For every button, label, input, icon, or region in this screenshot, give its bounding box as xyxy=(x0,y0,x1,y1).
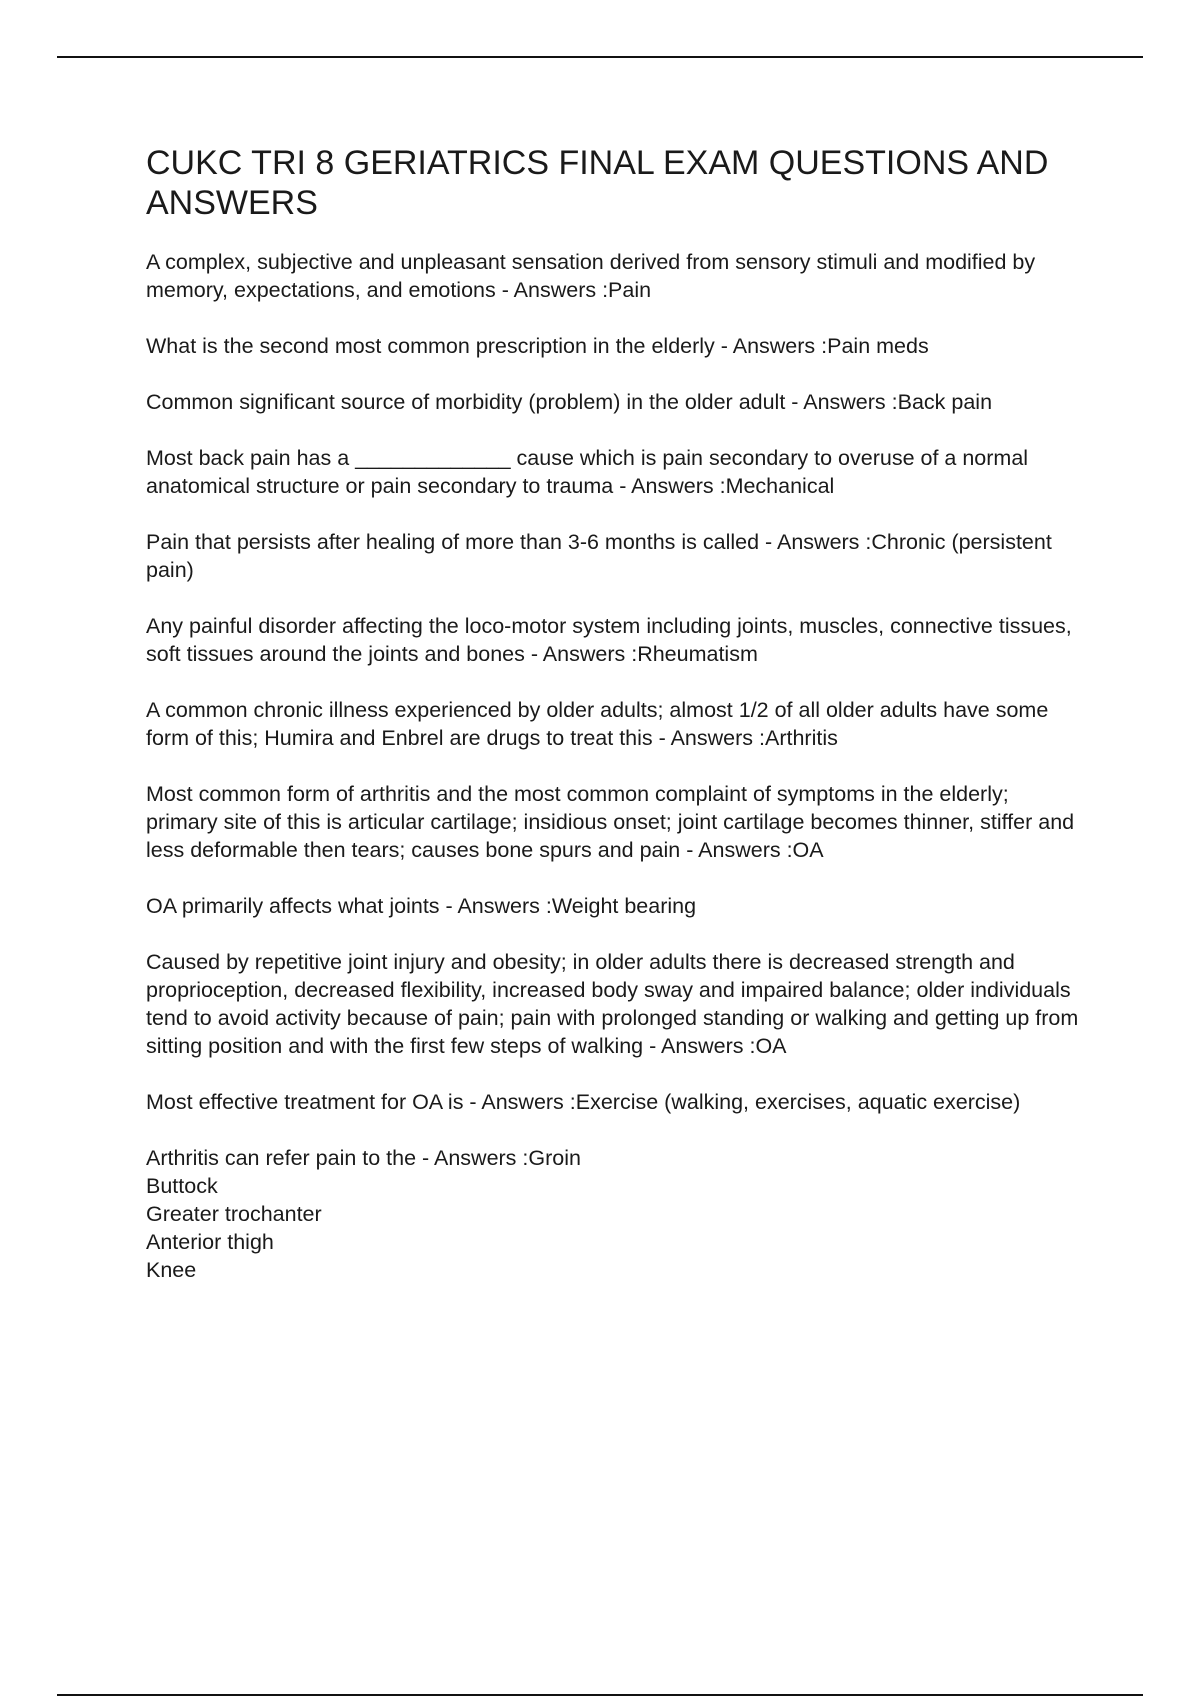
qa-item: What is the second most common prescription in the elderly - Answers :Pain meds xyxy=(146,334,929,358)
qa-item: Common significant source of morbidity (problem) in the older adult - Answers :Back pain xyxy=(146,390,993,414)
qa-item: Most effective treatment for OA is - Answers :Exercise (walking, exercises, aquatic exercise) xyxy=(146,1090,1021,1114)
qa-item: Arthritis can refer pain to the - Answers :Groin Buttock Greater trochanter Anterior thigh Knee xyxy=(146,1146,581,1282)
qa-item: Most back pain has a _____________ cause which is pain secondary to overuse of a normal anatomical structure or pain secondary to trauma - Answers :Mechanical xyxy=(146,446,1029,498)
qa-item: A common chronic illness experienced by older adults; almost 1/2 of all older adults have some form of this; Humira and Enbrel are drugs to treat this - Answers :Arthritis xyxy=(146,698,1049,750)
document-title: CUKC TRI 8 GERIATRICS FINAL EXAM QUESTIONS AND ANSWERS xyxy=(146,144,1049,222)
qa-item: OA primarily affects what joints - Answers :Weight bearing xyxy=(146,894,697,918)
qa-item: A complex, subjective and unpleasant sensation derived from sensory stimuli and modified by memory, expectations, and emotions - Answers :Pain xyxy=(146,250,1036,302)
qa-item: Pain that persists after healing of more than 3-6 months is called - Answers :Chronic (persistent pain) xyxy=(146,530,1052,582)
document-body xyxy=(146,143,1086,1312)
qa-item: Most common form of arthritis and the most common complaint of symptoms in the elderly; primary site of this is articular cartilage; insidious onset; joint cartilage becomes thinner, stiffer and less deformable then tears; causes bone spurs and pain - Answers :OA xyxy=(146,782,1075,862)
bottom-rule xyxy=(57,1694,1143,1696)
qa-item: Any painful disorder affecting the loco-motor system including joints, muscles, connective tissues, soft tissues around the joints and bones - Answers :Rheumatism xyxy=(146,614,1072,666)
qa-item: Caused by repetitive joint injury and obesity; in older adults there is decreased strength and proprioception, decreased flexibility, increased body sway and impaired balance; older individuals tend to avoid activity because of pain; pain with prolonged standing or walking and getting up from sitting position and with the first few steps of walking - Answers :OA xyxy=(146,950,1079,1058)
top-rule xyxy=(57,56,1143,58)
